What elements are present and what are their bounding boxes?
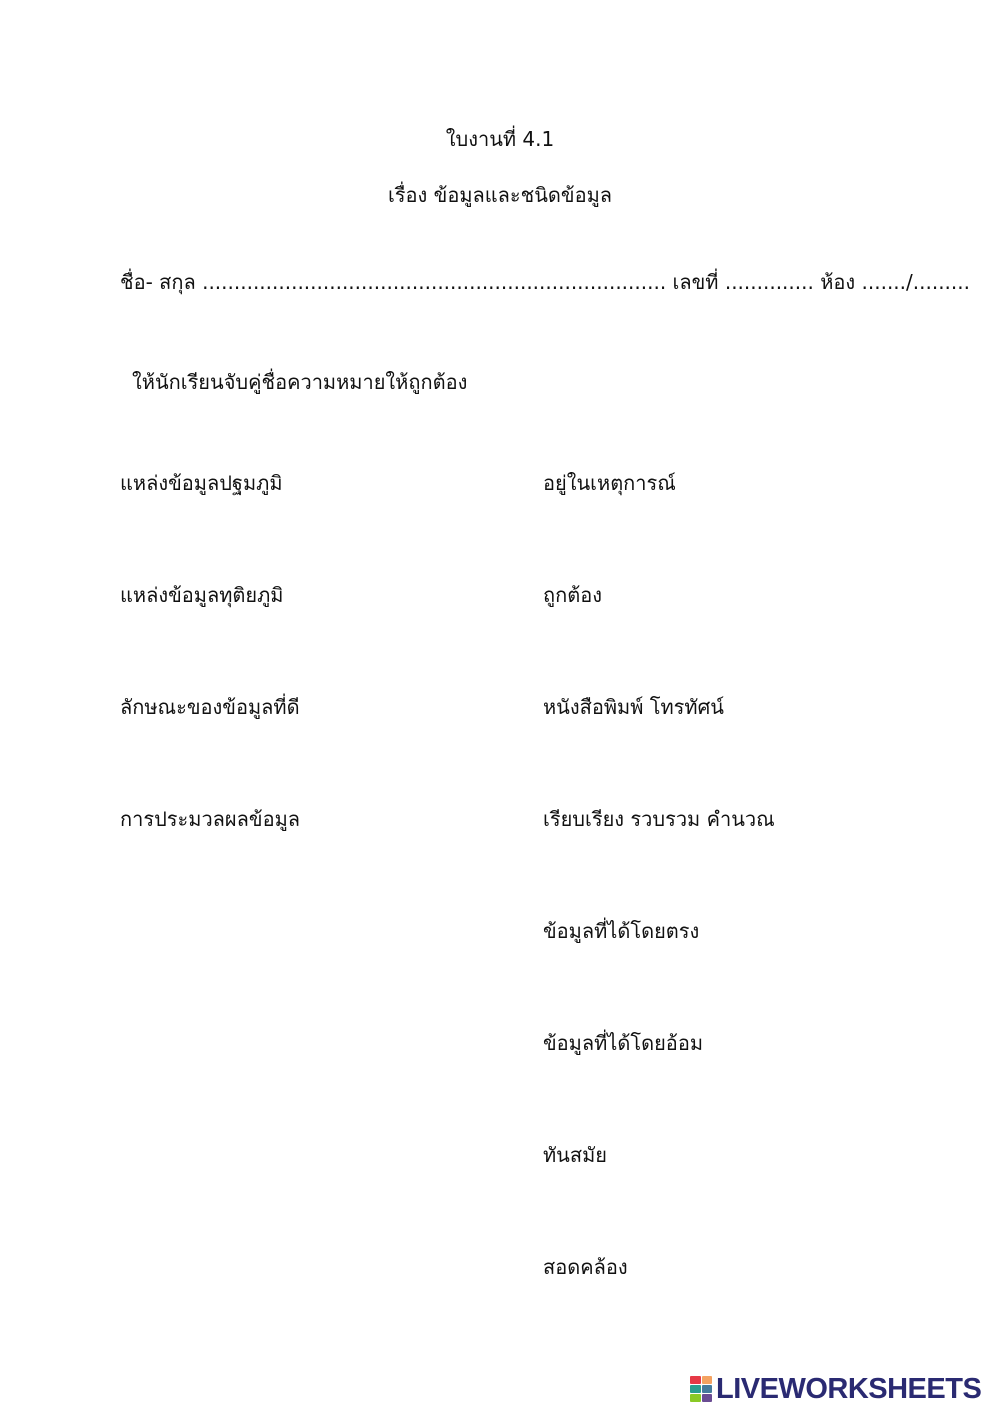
instruction-text: ให้นักเรียนจับคู่ชื่อความหมายให้ถูกต้อง [132, 370, 468, 394]
right-item-2[interactable]: ถูกต้อง [543, 583, 602, 607]
student-info-line: ชื่อ- สกุล ......................................................................... เลขที่ .............. ห้อง ......./......... [120, 270, 970, 294]
brand-name: LIVEWORKSHEETS [716, 1372, 982, 1405]
liveworksheets-logo [690, 1373, 981, 1405]
right-item-7[interactable]: ทันสมัย [543, 1143, 607, 1167]
right-item-3[interactable]: หนังสือพิมพ์ โทรทัศน์ [543, 695, 724, 719]
left-item-3[interactable]: ลักษณะของข้อมูลที่ดี [120, 695, 300, 719]
left-item-1[interactable]: แหล่งข้อมูลปฐมภูมิ [120, 471, 283, 495]
liveworksheets-logo-icon [690, 1376, 712, 1402]
right-item-4[interactable]: เรียบเรียง รวบรวม คำนวณ [543, 807, 775, 831]
left-item-2[interactable]: แหล่งข้อมูลทุติยภูมิ [120, 583, 284, 607]
right-item-1[interactable]: อยู่ในเหตุการณ์ [543, 471, 676, 495]
right-item-5[interactable]: ข้อมูลที่ได้โดยตรง [543, 919, 700, 943]
right-item-6[interactable]: ข้อมูลที่ได้โดยอ้อม [543, 1031, 704, 1055]
right-item-8[interactable]: สอดคล้อง [543, 1255, 628, 1279]
worksheet-number: ใบงานที่ 4.1 [445, 127, 555, 151]
worksheet-subject: เรื่อง ข้อมูลและชนิดข้อมูล [387, 183, 613, 207]
left-item-4[interactable]: การประมวลผลข้อมูล [120, 807, 301, 831]
